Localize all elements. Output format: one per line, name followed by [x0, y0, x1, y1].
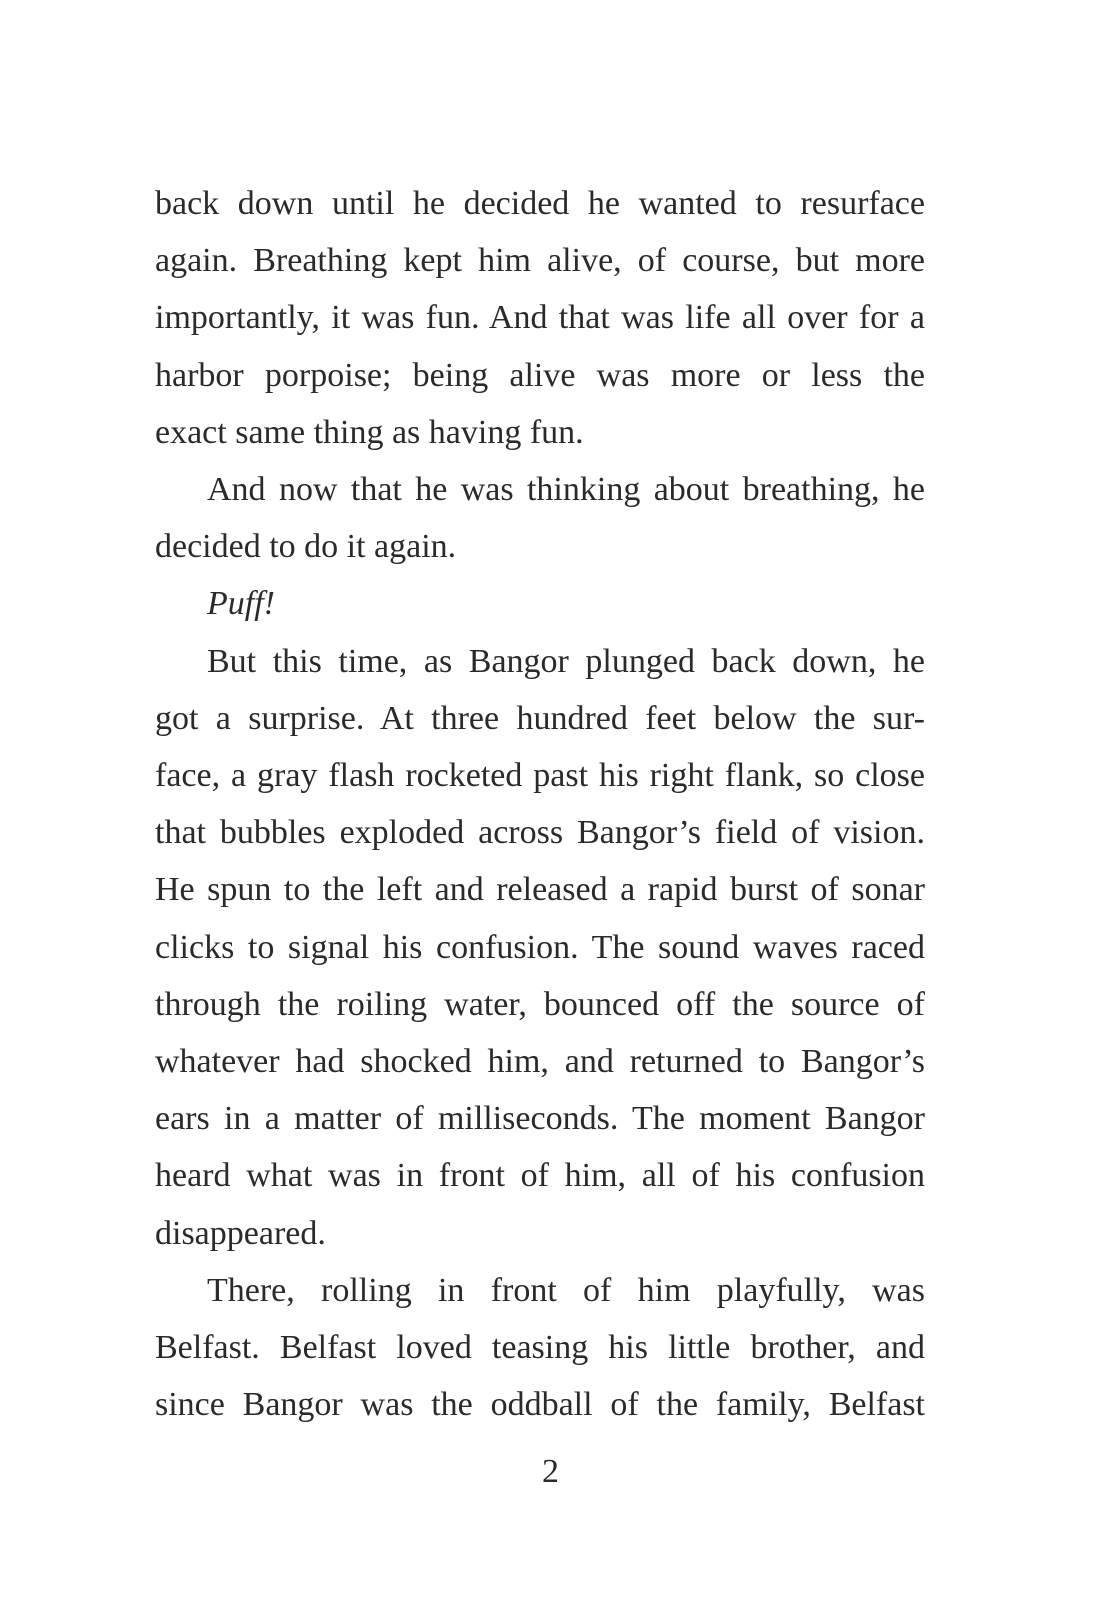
text-line: disappeared. — [155, 1214, 326, 1252]
text-line: face, a gray flash rocketed past his right flank, so close — [155, 757, 925, 795]
text-line: back down until he decided he wanted to resurface — [155, 185, 925, 222]
text-line: clicks to signal his confusion. The sound waves raced — [155, 928, 925, 966]
paragraph-1 — [155, 175, 925, 461]
text-line: But this time, as Bangor plunged back down, he — [207, 642, 925, 680]
text-line: heard what was in front of him, all of his confusion — [155, 1157, 925, 1195]
text-line: He spun to the left and released a rapid burst of sonar — [155, 871, 925, 909]
page-number: 2 — [542, 1453, 559, 1490]
paragraph-4 — [155, 633, 925, 1262]
text-line: Belfast. Belfast loved teasing his little brother, and — [155, 1329, 925, 1367]
paragraph-5 — [155, 1262, 925, 1434]
text-line — [155, 575, 925, 632]
body-text — [155, 175, 925, 1433]
text-line: harbor porpoise; being alive was more or less the — [155, 356, 925, 394]
italic-exclamation: Puff! — [207, 585, 275, 623]
text-line: whatever had shocked him, and returned to Bangor’s — [155, 1043, 925, 1081]
text-line: again. Breathing kept him alive, of course, but more — [155, 242, 925, 280]
paragraph-3 — [155, 575, 925, 632]
text-line: ears in a matter of milliseconds. The moment Bangor — [155, 1100, 925, 1138]
text-line: importantly, it was fun. And that was life all over for a — [155, 299, 925, 337]
text-line: exact same thing as having fun. — [155, 413, 584, 451]
text-line: since Bangor was the oddball of the family, Belfast — [155, 1386, 925, 1424]
text-line: decided to do it again. — [155, 528, 457, 566]
text-line: got a surprise. At three hundred feet below the sur- — [155, 699, 925, 737]
text-line: that bubbles exploded across Bangor’s field of vision. — [155, 814, 925, 852]
paragraph-2 — [155, 461, 925, 575]
text-line: through the roiling water, bounced off the source of — [155, 985, 925, 1023]
text-line: There, rolling in front of him playfully, was — [207, 1271, 925, 1309]
text-line: And now that he was thinking about breathing, he — [207, 471, 925, 509]
